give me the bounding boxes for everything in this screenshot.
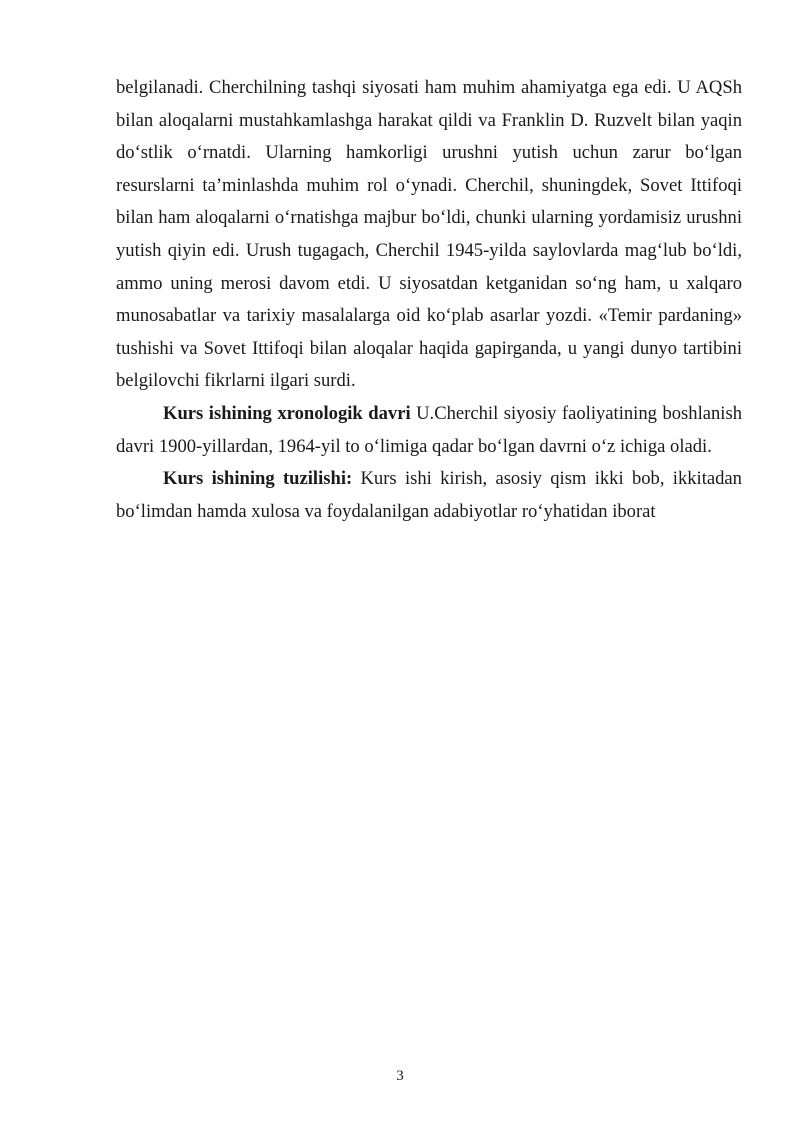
body-text (116, 72, 742, 528)
paragraph-text: Kurs ishi kirish, asosiy qism ikki bob, ikkitadan bo‘limdan hamda xulosa va foydalanilgan adabiyotlar ro‘yhatidan iborat (116, 468, 742, 522)
page-number: 3 (396, 1068, 404, 1084)
paragraph-lead: Kurs ishining tuzilishi: (163, 468, 353, 490)
paragraph-text: U.Cherchil siyosiy faoliyatining boshlanish davri 1900-yillardan, 1964-yil to o‘limiga qadar bo‘lgan davrni o‘z ichiga oladi. (116, 402, 742, 457)
paragraph-chronology (116, 398, 742, 463)
paragraph-structure (116, 463, 742, 528)
paragraph-lead: Kurs ishining xronologik davri (163, 402, 411, 424)
paragraph-continuation (116, 72, 742, 398)
paragraph-text: belgilanadi. Cherchilning tashqi siyosati ham muhim ahamiyatga ega edi. U AQSh bilan aloqalarni mustahkamlashga harakat qildi va Franklin D. Ruzvelt bilan yaqin do‘stlik o‘rnatdi. Ularning hamkorligi urushni yutish uchun zarur bo‘lgan resurslarni ta’minlashda muhim rol o‘ynadi. Cherchil, shuningdek, Sovet Ittifoqi bilan ham aloqalarni o‘rnatishga majbur bo‘ldi, chunki ularning yordamisiz urushni yutish qiyin edi. Urush tugagach, Cherchil 1945-yilda saylovlarda mag‘lub bo‘ldi, ammo uning merosi davom etdi. U siyosatdan ketganidan so‘ng ham, u xalqaro munosabatlar va tarixiy masalalarga oid ko‘plab asarlar yozdi. «Temir pardaning» tushishi va Sovet Ittifoqi bilan aloqalar haqida gapirganda, u yangi dunyo tartibini belgilovchi fikrlarni ilgari surdi. (116, 77, 742, 392)
